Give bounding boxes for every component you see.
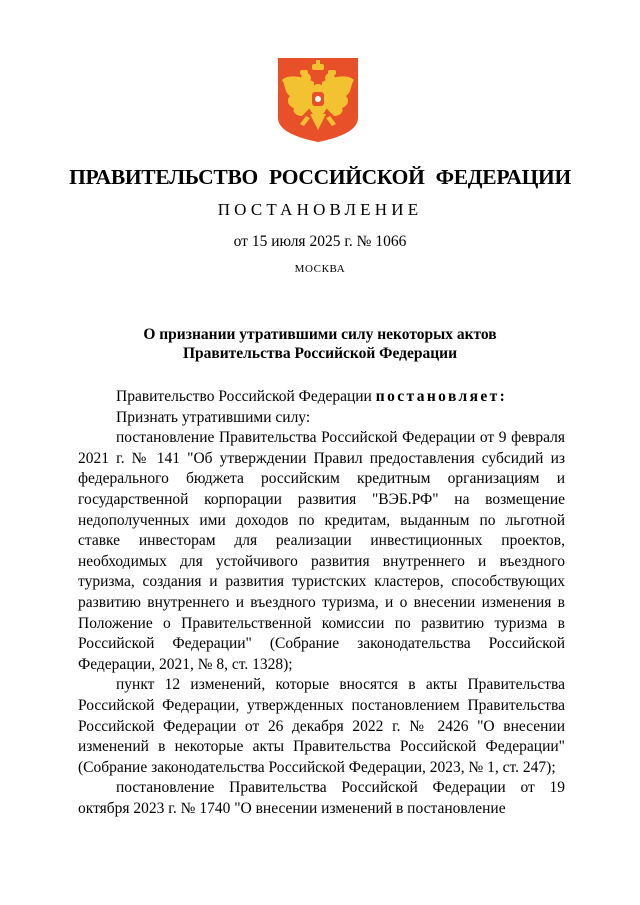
government-title: ПРАВИТЕЛЬСТВО РОССИЙСКОЙ ФЕДЕРАЦИИ (69, 165, 571, 189)
repealed-item: пункт 12 изменений, которые вносятся в акты Правительства Российской Федерации, утвержденных постановлением Правительства Российской Федерации от 26 декабря 2022 г. № 2426 "О внесении изменений в некоторые акты Правительства Российской Федерации" (Собрание законодательства Российской Федерации, 2023, № 1, ст. 247); (78, 676, 565, 776)
intro-text: Правительство Российской Федерации (116, 388, 376, 405)
city-name: МОСКВА (294, 263, 346, 275)
document-body (78, 387, 565, 819)
subject-line-2: Правительства Российской Федерации (182, 345, 458, 362)
repealed-item: постановление Правительства Российской Федерации от 19 октября 2023 г. № 1740 "О внесении изменений в постановление (78, 779, 565, 817)
document-date-number: от 15 июля 2025 г. № 1066 (233, 233, 407, 250)
lead-paragraph: Признать утратившими силу: (116, 408, 311, 426)
resolves-word: постановляет: (375, 388, 508, 405)
subject-line-1: О признании утратившими силу некоторых актов (143, 326, 497, 343)
document-type: ПОСТАНОВЛЕНИЕ (217, 200, 423, 219)
document-subject (0, 325, 640, 363)
intro-paragraph (78, 387, 565, 408)
repealed-item: постановление Правительства Российской Федерации от 9 февраля 2021 г. № 141 "Об утверждении Правил предоставления субсидий из федерального бюджета российским кредитным организациям и государственной корпорации развития "ВЭБ.РФ" на возмещение недополученных ими доходов по кредитам, выданным по льготной ставке инвесторам для реализации инвестиционных проектов, необходимых для устойчивого развития внутреннего и въездного туризма, создания и развития туристских кластеров, способствующих развитию внутреннего и въездного туризма, и о внесении изменения в Положение о Правительственной комиссии по развитию туризма в Российской Федерации" (Собрание законодательства Российской Федерации, 2021, № 8, ст. 1328); (78, 429, 565, 673)
coat-of-arms-emblem (276, 56, 360, 144)
